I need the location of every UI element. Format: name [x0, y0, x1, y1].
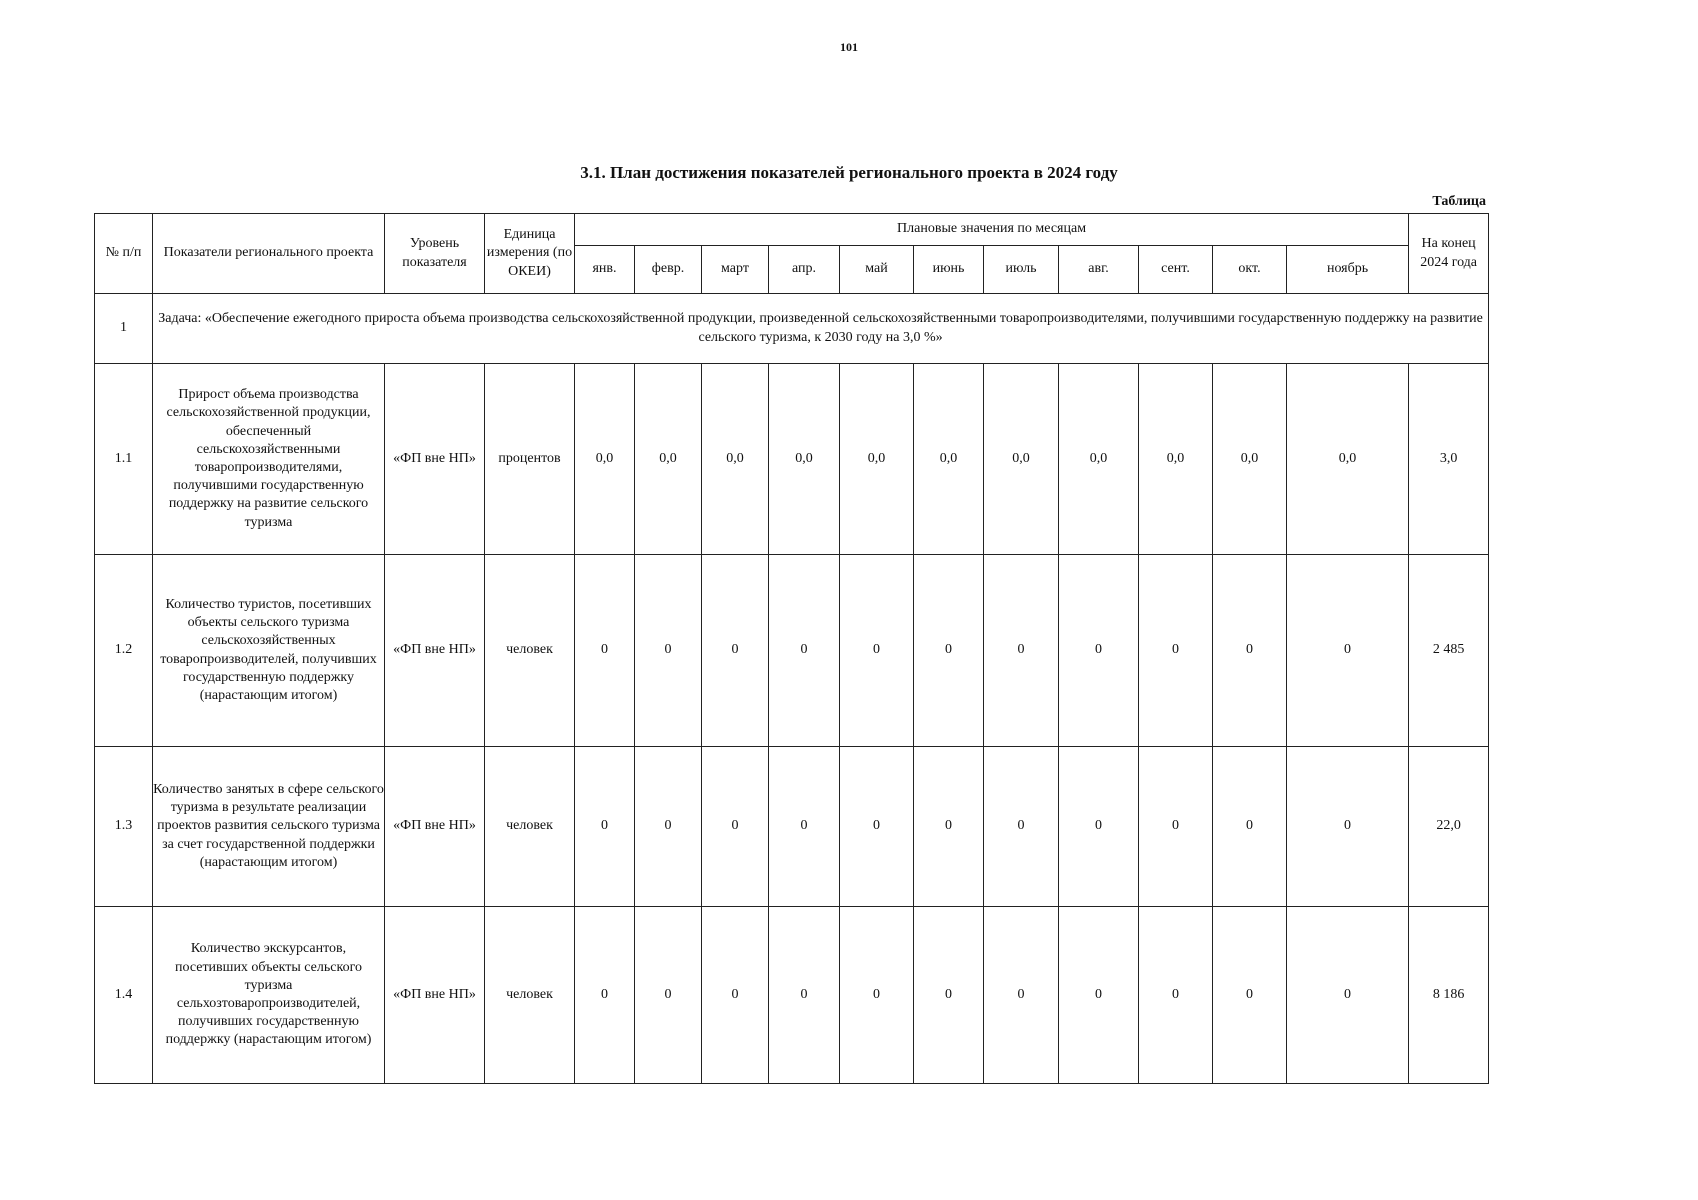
month-value: 0: [1059, 907, 1139, 1084]
month-value: 0: [1287, 907, 1409, 1084]
month-value: 0: [914, 555, 984, 747]
month-value: 0: [769, 555, 840, 747]
month-value: 0: [769, 747, 840, 907]
header-month: февр.: [635, 246, 702, 294]
end-of-year-value: 8 186: [1409, 907, 1489, 1084]
month-value: 0,0: [1059, 364, 1139, 555]
row-num: 1.3: [95, 747, 153, 907]
header-month: янв.: [575, 246, 635, 294]
indicator-unit: человек: [485, 747, 575, 907]
header-row-top: [95, 214, 1489, 246]
header-indicator: Показатели регионального проекта: [153, 214, 385, 294]
indicator-level: «ФП вне НП»: [385, 747, 485, 907]
month-value: 0,0: [1213, 364, 1287, 555]
row-num: 1.1: [95, 364, 153, 555]
indicator-level: «ФП вне НП»: [385, 364, 485, 555]
document-title: 3.1. План достижения показателей регионального проекта в 2024 году: [580, 163, 1118, 182]
month-value: 0: [635, 555, 702, 747]
table-row: [95, 364, 1489, 555]
task-row: [95, 294, 1489, 364]
month-value: 0: [1287, 747, 1409, 907]
month-value: 0: [840, 555, 914, 747]
month-value: 0: [575, 747, 635, 907]
month-value: 0,0: [1139, 364, 1213, 555]
month-value: 0: [635, 907, 702, 1084]
header-level: Уровень показателя: [385, 214, 485, 294]
month-value: 0,0: [984, 364, 1059, 555]
header-month: июль: [984, 246, 1059, 294]
plan-table: [94, 213, 1489, 1084]
header-unit: Единица измерения (по ОКЕИ): [485, 214, 575, 294]
header-month: ноябрь: [1287, 246, 1409, 294]
month-value: 0: [1213, 907, 1287, 1084]
header-num: № п/п: [95, 214, 153, 294]
month-value: 0: [635, 747, 702, 907]
indicator-name: Количество туристов, посетивших объекты сельского туризма сельскохозяйственных товаропроизводителей, получивших государственную поддержку (нарастающим итогом): [153, 555, 385, 747]
header-month: сент.: [1139, 246, 1213, 294]
end-of-year-value: 2 485: [1409, 555, 1489, 747]
month-value: 0,0: [575, 364, 635, 555]
month-value: 0,0: [1287, 364, 1409, 555]
month-value: 0: [984, 907, 1059, 1084]
month-value: 0,0: [702, 364, 769, 555]
table-row: [95, 555, 1489, 747]
month-value: 0: [575, 555, 635, 747]
indicator-name: Количество экскурсантов, посетивших объекты сельского туризма сельхозтоваропроизводителей, получивших государственную поддержку (нарастающим итогом): [153, 907, 385, 1084]
table-row: [95, 747, 1489, 907]
month-value: 0,0: [635, 364, 702, 555]
header-month: окт.: [1213, 246, 1287, 294]
row-num: 1.4: [95, 907, 153, 1084]
month-value: 0: [1139, 555, 1213, 747]
month-value: 0: [914, 907, 984, 1084]
end-of-year-value: 22,0: [1409, 747, 1489, 907]
header-month: март: [702, 246, 769, 294]
month-value: 0: [840, 747, 914, 907]
header-month: апр.: [769, 246, 840, 294]
task-text: Задача: «Обеспечение ежегодного прироста объема производства сельскохозяйственной продукции, произведенной сельскохозяйственными товаропроизводителями, получившими государственную поддержку на развитие сельского туризма, к 2030 году на 3,0 %»: [153, 294, 1489, 364]
table-row: [95, 907, 1489, 1084]
month-value: 0,0: [840, 364, 914, 555]
month-value: 0: [1213, 747, 1287, 907]
month-value: 0,0: [769, 364, 840, 555]
header-end-of-year: На конец 2024 года: [1409, 214, 1489, 294]
indicator-level: «ФП вне НП»: [385, 555, 485, 747]
table-caption: Таблица: [1432, 194, 1486, 209]
month-value: 0: [914, 747, 984, 907]
month-value: 0: [769, 907, 840, 1084]
end-of-year-value: 3,0: [1409, 364, 1489, 555]
month-value: 0,0: [914, 364, 984, 555]
header-monthly-group: Плановые значения по месяцам: [575, 214, 1409, 246]
month-value: 0: [1139, 907, 1213, 1084]
month-value: 0: [984, 747, 1059, 907]
month-value: 0: [702, 747, 769, 907]
month-value: 0: [575, 907, 635, 1084]
indicator-name: Количество занятых в сфере сельского туризма в результате реализации проектов развития сельского туризма за счет государственной поддержки (нарастающим итогом): [153, 747, 385, 907]
month-value: 0: [1059, 747, 1139, 907]
header-month: авг.: [1059, 246, 1139, 294]
indicator-unit: человек: [485, 907, 575, 1084]
month-value: 0: [840, 907, 914, 1084]
month-value: 0: [1139, 747, 1213, 907]
indicator-level: «ФП вне НП»: [385, 907, 485, 1084]
indicator-unit: человек: [485, 555, 575, 747]
page-number: 101: [840, 40, 858, 54]
month-value: 0: [1059, 555, 1139, 747]
indicator-unit: процентов: [485, 364, 575, 555]
row-num: 1.2: [95, 555, 153, 747]
month-value: 0: [1213, 555, 1287, 747]
header-month: июнь: [914, 246, 984, 294]
month-value: 0: [984, 555, 1059, 747]
task-num: 1: [95, 294, 153, 364]
header-month: май: [840, 246, 914, 294]
month-value: 0: [702, 555, 769, 747]
month-value: 0: [1287, 555, 1409, 747]
indicator-name: Прирост объема производства сельскохозяйственной продукции, обеспеченный сельскохозяйственными товаропроизводителями, получившими государственную поддержку на развитие сельского туризма: [153, 364, 385, 555]
month-value: 0: [702, 907, 769, 1084]
